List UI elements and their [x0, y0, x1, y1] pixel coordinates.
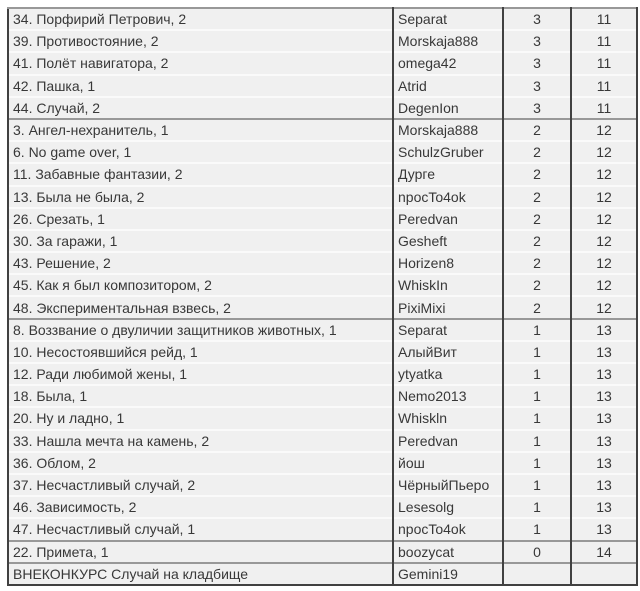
- table-row: [8, 52, 637, 74]
- entry-title-cell[interactable]: 8. Воззвание о двуличии защитников животных, 1: [8, 319, 393, 341]
- author-cell[interactable]: йош: [393, 452, 503, 474]
- score-cell[interactable]: 2: [503, 252, 571, 274]
- score-cell[interactable]: 1: [503, 407, 571, 429]
- author-cell[interactable]: npocTo4ok: [393, 518, 503, 540]
- table-row: [8, 430, 637, 452]
- table-row: [8, 452, 637, 474]
- place-cell[interactable]: 13: [571, 363, 637, 385]
- author-cell[interactable]: Nemo2013: [393, 385, 503, 407]
- table-row: [8, 75, 637, 97]
- score-cell[interactable]: 2: [503, 141, 571, 163]
- author-cell[interactable]: Horizen8: [393, 252, 503, 274]
- author-cell[interactable]: ytyatka: [393, 363, 503, 385]
- place-cell[interactable]: [571, 563, 637, 585]
- place-cell[interactable]: 11: [571, 97, 637, 119]
- table-row: [8, 274, 637, 296]
- table-row: [8, 186, 637, 208]
- entry-title-cell[interactable]: 12. Ради любимой жены, 1: [8, 363, 393, 385]
- table-row: [8, 407, 637, 429]
- score-cell[interactable]: [503, 563, 571, 585]
- place-cell[interactable]: 11: [571, 30, 637, 52]
- author-cell[interactable]: Separat: [393, 8, 503, 30]
- score-cell[interactable]: 2: [503, 230, 571, 252]
- entry-title-cell[interactable]: 45. Как я был композитором, 2: [8, 274, 393, 296]
- score-cell[interactable]: 1: [503, 496, 571, 518]
- score-cell[interactable]: 3: [503, 30, 571, 52]
- author-cell[interactable]: Lesesolg: [393, 496, 503, 518]
- place-cell[interactable]: 13: [571, 319, 637, 341]
- table-row: [8, 8, 637, 30]
- score-cell[interactable]: 2: [503, 296, 571, 318]
- author-cell[interactable]: omega42: [393, 52, 503, 74]
- score-cell[interactable]: 2: [503, 163, 571, 185]
- place-cell[interactable]: 11: [571, 52, 637, 74]
- author-cell[interactable]: Separat: [393, 319, 503, 341]
- place-cell[interactable]: 12: [571, 186, 637, 208]
- score-cell[interactable]: 1: [503, 385, 571, 407]
- score-cell[interactable]: 3: [503, 97, 571, 119]
- entry-title-cell[interactable]: 26. Срезать, 1: [8, 208, 393, 230]
- author-cell[interactable]: Gemini19: [393, 563, 503, 585]
- author-cell[interactable]: ЧёрныйПьеро: [393, 474, 503, 496]
- score-cell[interactable]: 2: [503, 274, 571, 296]
- author-cell[interactable]: Дурге: [393, 163, 503, 185]
- place-cell[interactable]: 12: [571, 296, 637, 318]
- author-cell[interactable]: АлыйВит: [393, 341, 503, 363]
- table-row: [8, 141, 637, 163]
- table-row: [8, 119, 637, 141]
- place-cell[interactable]: 12: [571, 274, 637, 296]
- place-cell[interactable]: 13: [571, 341, 637, 363]
- place-cell[interactable]: 12: [571, 163, 637, 185]
- score-cell[interactable]: 2: [503, 119, 571, 141]
- table-row: [8, 385, 637, 407]
- score-cell[interactable]: 1: [503, 430, 571, 452]
- entry-title-cell[interactable]: 13. Была не была, 2: [8, 186, 393, 208]
- score-cell[interactable]: 1: [503, 452, 571, 474]
- table-row: [8, 296, 637, 318]
- table-row: [8, 252, 637, 274]
- table-row: [8, 474, 637, 496]
- entry-title-cell[interactable]: 30. За гаражи, 1: [8, 230, 393, 252]
- table-row: [8, 363, 637, 385]
- entry-title-cell[interactable]: 22. Примета, 1: [8, 541, 393, 563]
- score-cell[interactable]: 2: [503, 186, 571, 208]
- author-cell[interactable]: npocTo4ok: [393, 186, 503, 208]
- place-cell[interactable]: 13: [571, 518, 637, 540]
- entry-title-cell[interactable]: 37. Несчастливый случай, 2: [8, 474, 393, 496]
- score-cell[interactable]: 1: [503, 319, 571, 341]
- score-cell[interactable]: 1: [503, 341, 571, 363]
- author-cell[interactable]: Peredvan: [393, 208, 503, 230]
- author-cell[interactable]: Peredvan: [393, 430, 503, 452]
- place-cell[interactable]: 13: [571, 474, 637, 496]
- author-cell[interactable]: DegenIon: [393, 97, 503, 119]
- author-cell[interactable]: PixiMixi: [393, 296, 503, 318]
- table-row: [8, 496, 637, 518]
- entry-title-cell[interactable]: 18. Была, 1: [8, 385, 393, 407]
- entry-title-cell[interactable]: 39. Противостояние, 2: [8, 30, 393, 52]
- entry-title-cell[interactable]: 36. Облом, 2: [8, 452, 393, 474]
- table-row: [8, 163, 637, 185]
- score-cell[interactable]: 1: [503, 363, 571, 385]
- score-cell[interactable]: 0: [503, 541, 571, 563]
- author-cell[interactable]: boozycat: [393, 541, 503, 563]
- entry-title-cell[interactable]: 48. Экспериментальная взвесь, 2: [8, 296, 393, 318]
- table-row: [8, 518, 637, 540]
- author-cell[interactable]: Morskaja888: [393, 119, 503, 141]
- score-cell[interactable]: 3: [503, 52, 571, 74]
- entry-title-cell[interactable]: 20. Ну и ладно, 1: [8, 407, 393, 429]
- place-cell[interactable]: 12: [571, 208, 637, 230]
- table-row: [8, 563, 637, 585]
- place-cell[interactable]: 12: [571, 230, 637, 252]
- author-cell[interactable]: WhiskIn: [393, 274, 503, 296]
- score-cell[interactable]: 3: [503, 8, 571, 30]
- author-cell[interactable]: Morskaja888: [393, 30, 503, 52]
- author-cell[interactable]: Gesheft: [393, 230, 503, 252]
- entry-title-cell[interactable]: 3. Ангел-нехранитель, 1: [8, 119, 393, 141]
- entry-title-cell[interactable]: ВНЕКОНКУРС Случай на кладбище: [8, 563, 393, 585]
- author-cell[interactable]: Atrid: [393, 75, 503, 97]
- place-cell[interactable]: 13: [571, 407, 637, 429]
- place-cell[interactable]: 11: [571, 8, 637, 30]
- entry-title-cell[interactable]: 33. Нашла мечта на камень, 2: [8, 430, 393, 452]
- author-cell[interactable]: Whiskln: [393, 407, 503, 429]
- place-cell[interactable]: 12: [571, 252, 637, 274]
- results-table: [7, 7, 638, 586]
- table-row: [8, 230, 637, 252]
- table-row: [8, 30, 637, 52]
- entry-title-cell[interactable]: 47. Несчастливый случай, 1: [8, 518, 393, 540]
- place-cell[interactable]: 12: [571, 119, 637, 141]
- score-cell[interactable]: 3: [503, 75, 571, 97]
- entry-title-cell[interactable]: 42. Пашка, 1: [8, 75, 393, 97]
- table-row: [8, 208, 637, 230]
- entry-title-cell[interactable]: 46. Зависимость, 2: [8, 496, 393, 518]
- place-cell[interactable]: 13: [571, 496, 637, 518]
- entry-title-cell[interactable]: 34. Порфирий Петрович, 2: [8, 8, 393, 30]
- table-row: [8, 319, 637, 341]
- place-cell[interactable]: 13: [571, 430, 637, 452]
- entry-title-cell[interactable]: 10. Несостоявшийся рейд, 1: [8, 341, 393, 363]
- place-cell[interactable]: 14: [571, 541, 637, 563]
- author-cell[interactable]: SchulzGruber: [393, 141, 503, 163]
- place-cell[interactable]: 12: [571, 141, 637, 163]
- score-cell[interactable]: 1: [503, 518, 571, 540]
- score-cell[interactable]: 2: [503, 208, 571, 230]
- table-row: [8, 541, 637, 563]
- entry-title-cell[interactable]: 6. No game over, 1: [8, 141, 393, 163]
- entry-title-cell[interactable]: 11. Забавные фантазии, 2: [8, 163, 393, 185]
- table-row: [8, 341, 637, 363]
- place-cell[interactable]: 13: [571, 385, 637, 407]
- score-cell[interactable]: 1: [503, 474, 571, 496]
- place-cell[interactable]: 11: [571, 75, 637, 97]
- table-row: [8, 97, 637, 119]
- entry-title-cell[interactable]: 41. Полёт навигатора, 2: [8, 52, 393, 74]
- entry-title-cell[interactable]: 43. Решение, 2: [8, 252, 393, 274]
- place-cell[interactable]: 13: [571, 452, 637, 474]
- entry-title-cell[interactable]: 44. Случай, 2: [8, 97, 393, 119]
